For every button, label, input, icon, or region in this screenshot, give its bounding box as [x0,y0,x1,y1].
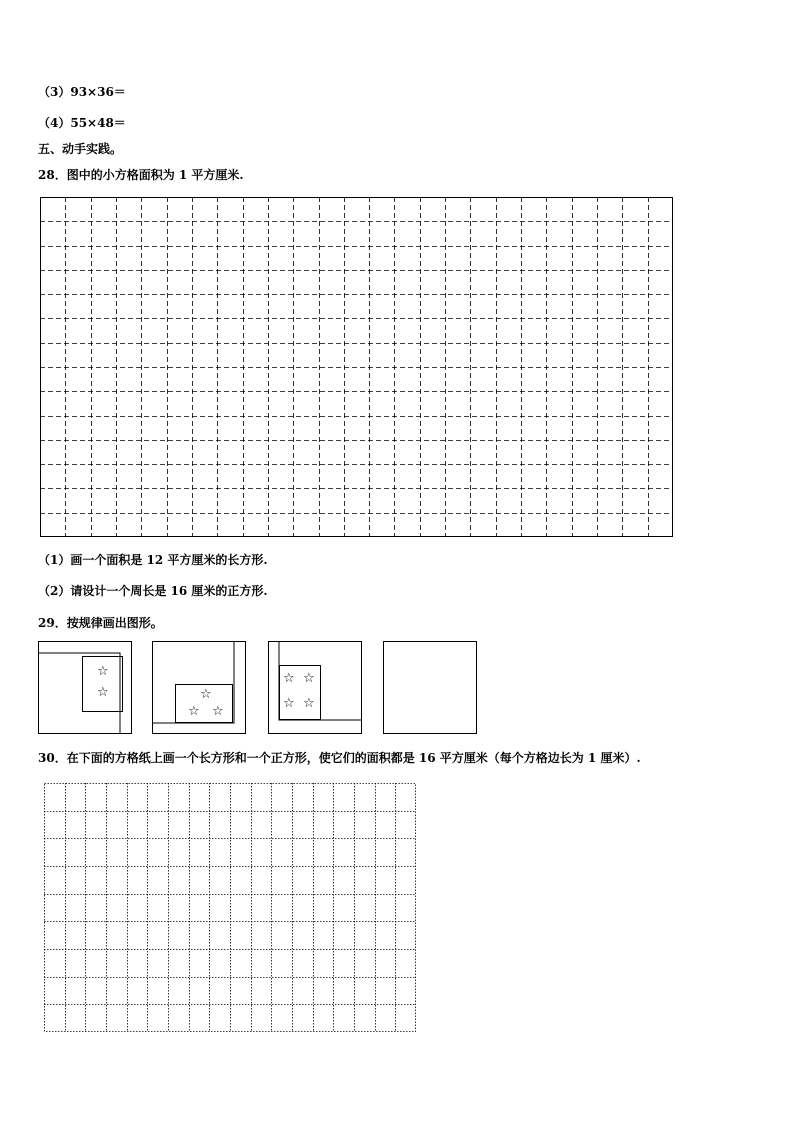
question-28-1: （1）画一个面积是 12 平方厘米的长方形. [38,553,268,567]
question-3: （3）93×36＝ [38,85,126,99]
g28-border [41,198,673,537]
grid-paper-30[interactable] [44,783,416,1032]
star-icon: ☆ [303,671,315,686]
pattern-figure-2 [152,641,246,734]
star-icon: ☆ [283,696,295,711]
question-29: 29．按规律画出图形。 [38,616,163,630]
pattern-figure-1 [38,641,132,734]
star-icon: ☆ [200,687,212,702]
star-icon: ☆ [303,696,315,711]
pattern-figure-4-blank[interactable] [383,641,477,734]
star-icon: ☆ [97,664,109,679]
star-icon: ☆ [97,685,109,700]
question-30: 30．在下面的方格纸上画一个长方形和一个正方形，使它们的面积都是 16 平方厘米（每个方格边长为 1 厘米）. [38,751,641,765]
figure-3-box [279,665,321,720]
grid-paper-28[interactable] [40,197,673,537]
pattern-figure-3 [268,641,362,734]
star-icon: ☆ [212,704,224,719]
figure-1-box [82,656,123,712]
question-4: （4）55×48＝ [38,116,126,130]
star-icon: ☆ [283,671,295,686]
section-heading: 五、动手实践。 [38,142,123,156]
star-icon: ☆ [188,704,200,719]
figure-2-box [175,684,233,723]
g30-border [45,784,416,1032]
question-28: 28．图中的小方格面积为 1 平方厘米. [38,168,244,182]
question-28-2: （2）请设计一个周长是 16 厘米的正方形. [38,584,268,598]
